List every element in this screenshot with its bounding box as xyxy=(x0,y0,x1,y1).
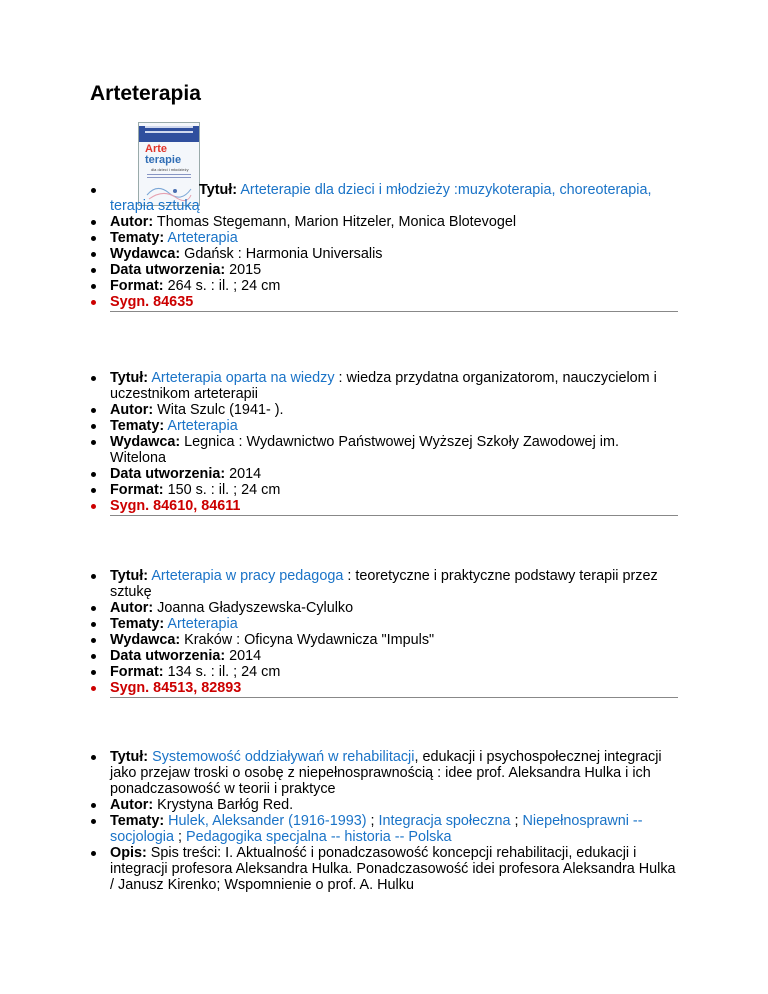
entry-title: Tytuł: Arteterapie dla dzieci i młodzieży :muzykoterapia, choreoterapia, terapia sztuką xyxy=(110,182,678,214)
entry-subjects: Tematy: Arteterapia xyxy=(110,616,678,632)
subject-link[interactable]: Integracja społeczna xyxy=(378,813,511,829)
catalog-entry xyxy=(110,568,678,698)
subject-link[interactable]: Niepełnosprawni -- socjologia xyxy=(110,813,643,845)
entry-title: Tytuł: Arteterapia w pracy pedagoga : teoretyczne i praktyczne podstawy terapii przez sztukę xyxy=(110,568,678,600)
entry-format: Format: 264 s. : il. ; 24 cm xyxy=(110,278,678,294)
catalog-entry xyxy=(110,749,678,893)
entry-publisher: Wydawca: Legnica : Wydawnictwo Państwowej Wyższej Szkoły Zawodowej im. Witelona xyxy=(110,434,678,466)
subject-link[interactable]: Hulek, Aleksander (1916-1993) xyxy=(168,813,367,829)
entry-publisher: Wydawca: Kraków : Oficyna Wydawnicza "Impuls" xyxy=(110,632,678,648)
entry-author: Autor: Krystyna Barłóg Red. xyxy=(110,797,678,813)
entry-date: Data utworzenia: 2014 xyxy=(110,648,678,664)
entry-description: Opis: Spis treści: I. Aktualność i ponadczasowość koncepcji rehabilitacji, edukacji i integracji profesora Aleksandra Hulka. Ponadczasowość idei profesora Aleksandra Hulka / Janusz Kirenko; Wspomnienie o prof. A. Hulku xyxy=(110,845,678,893)
cover-header-band xyxy=(139,126,199,142)
subject-link[interactable]: Arteterapia xyxy=(167,230,238,246)
subject-link[interactable]: Arteterapia xyxy=(167,616,238,632)
cover-subtitle: dla dzieci i młodzieży xyxy=(151,167,189,172)
subject-link[interactable]: Pedagogika specjalna -- historia -- Polska xyxy=(186,829,452,845)
entry-divider xyxy=(110,311,678,312)
title-link[interactable]: Arteterapie dla dzieci i młodzieży :muzykoterapia, choreoterapia, terapia sztuką xyxy=(110,182,652,214)
entry-author: Autor: Thomas Stegemann, Marion Hitzeler, Monica Blotevogel xyxy=(110,214,678,230)
entry-call-number: Sygn. 84513, 82893 xyxy=(110,680,678,696)
entry-subjects: Tematy: Arteterapia xyxy=(110,418,678,434)
entry-author: Autor: Wita Szulc (1941- ). xyxy=(110,402,678,418)
entry-divider xyxy=(110,515,678,516)
entry-call-number: Sygn. 84635 xyxy=(110,294,678,310)
title-link[interactable]: Systemowość oddziaływań w rehabilitacji xyxy=(152,749,415,765)
cover-title-line1: Arte xyxy=(145,143,168,155)
entry-author: Autor: Joanna Gładyszewska-Cylulko xyxy=(110,600,678,616)
entry-format: Format: 150 s. : il. ; 24 cm xyxy=(110,482,678,498)
entry-date: Data utworzenia: 2015 xyxy=(110,262,678,278)
entry-subjects: Tematy: Hulek, Aleksander (1916-1993) ; Integracja społeczna ; Niepełnosprawni -- socjologia ; Pedagogika specjalna -- historia -- Polska xyxy=(110,813,678,845)
entry-date: Data utworzenia: 2014 xyxy=(110,466,678,482)
entry-format: Format: 134 s. : il. ; 24 cm xyxy=(110,664,678,680)
subject-link[interactable]: Arteterapia xyxy=(167,418,238,434)
page-title: Arteterapia xyxy=(90,82,201,105)
catalog-entry xyxy=(110,182,678,312)
cover-text-lines xyxy=(139,174,199,178)
entry-title: Tytuł: Systemowość oddziaływań w rehabilitacji, edukacji i psychospołecznej integracji jako przejaw troski o osobę z niepełnosprawnością : idee prof. Aleksandra Hulka i ich ponadczasowość w teorii i praktyce xyxy=(110,749,678,797)
entry-title: Tytuł: Arteterapia oparta na wiedzy : wiedza przydatna organizatorom, nauczycielom i uczestnikom arteterapii xyxy=(110,370,678,402)
entry-divider xyxy=(110,697,678,698)
entry-subjects: Tematy: Arteterapia xyxy=(110,230,678,246)
title-link[interactable]: Arteterapia oparta na wiedzy xyxy=(151,370,335,386)
entry-call-number: Sygn. 84610, 84611 xyxy=(110,498,678,514)
entry-publisher: Wydawca: Gdańsk : Harmonia Universalis xyxy=(110,246,678,262)
cover-title-line2: terapie xyxy=(145,154,182,166)
title-link[interactable]: Arteterapia w pracy pedagoga xyxy=(151,568,344,584)
catalog-entry xyxy=(110,370,678,516)
